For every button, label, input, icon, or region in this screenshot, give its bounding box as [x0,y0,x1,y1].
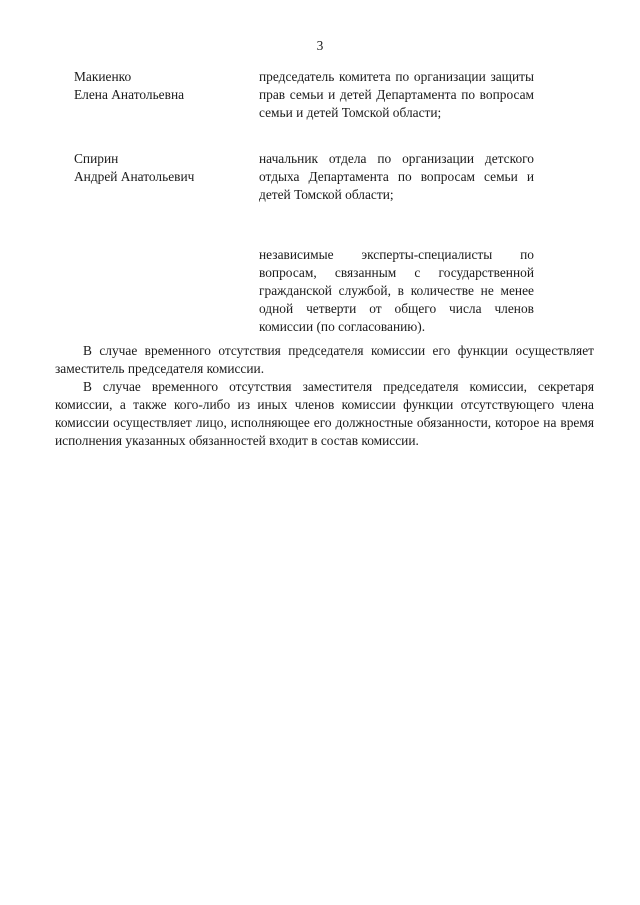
member-surname: Спирин [74,151,119,166]
member-name [74,150,244,186]
member-surname: Макиенко [74,69,132,84]
paragraph-member-absence: В случае временного отсутствия заместителя председателя комиссии, секретаря комиссии, а также кого-либо из иных членов комиссии функции отсутствующего члена комиссии осуществляет лицо, исполняющее его должностные обязанности, которое на время исполнения указанных обязанностей входит в состав комиссии. [55,379,594,448]
member-role: начальник отдела по организации детского отдыха Департамента по вопросам семьи и детей Томской области; [259,151,534,202]
member-name [74,68,244,104]
member-role: независимые эксперты-специалисты по вопросам, связанным с государственной гражданской службой, в количестве не менее одной четверти от общего числа членов комиссии (по согласованию). [259,247,534,334]
paragraph-chair-absence: В случае временного отсутствия председателя комиссии его функции осуществляет заместитель председателя комиссии. [55,343,594,376]
page-number: 3 [316,38,324,53]
member-given-names: Андрей Анатольевич [74,169,195,184]
member-given-names: Елена Анатольевна [74,87,185,102]
member-role: председатель комитета по организации защиты прав семьи и детей Департамента по вопросам семьи и детей Томской области; [259,69,534,120]
